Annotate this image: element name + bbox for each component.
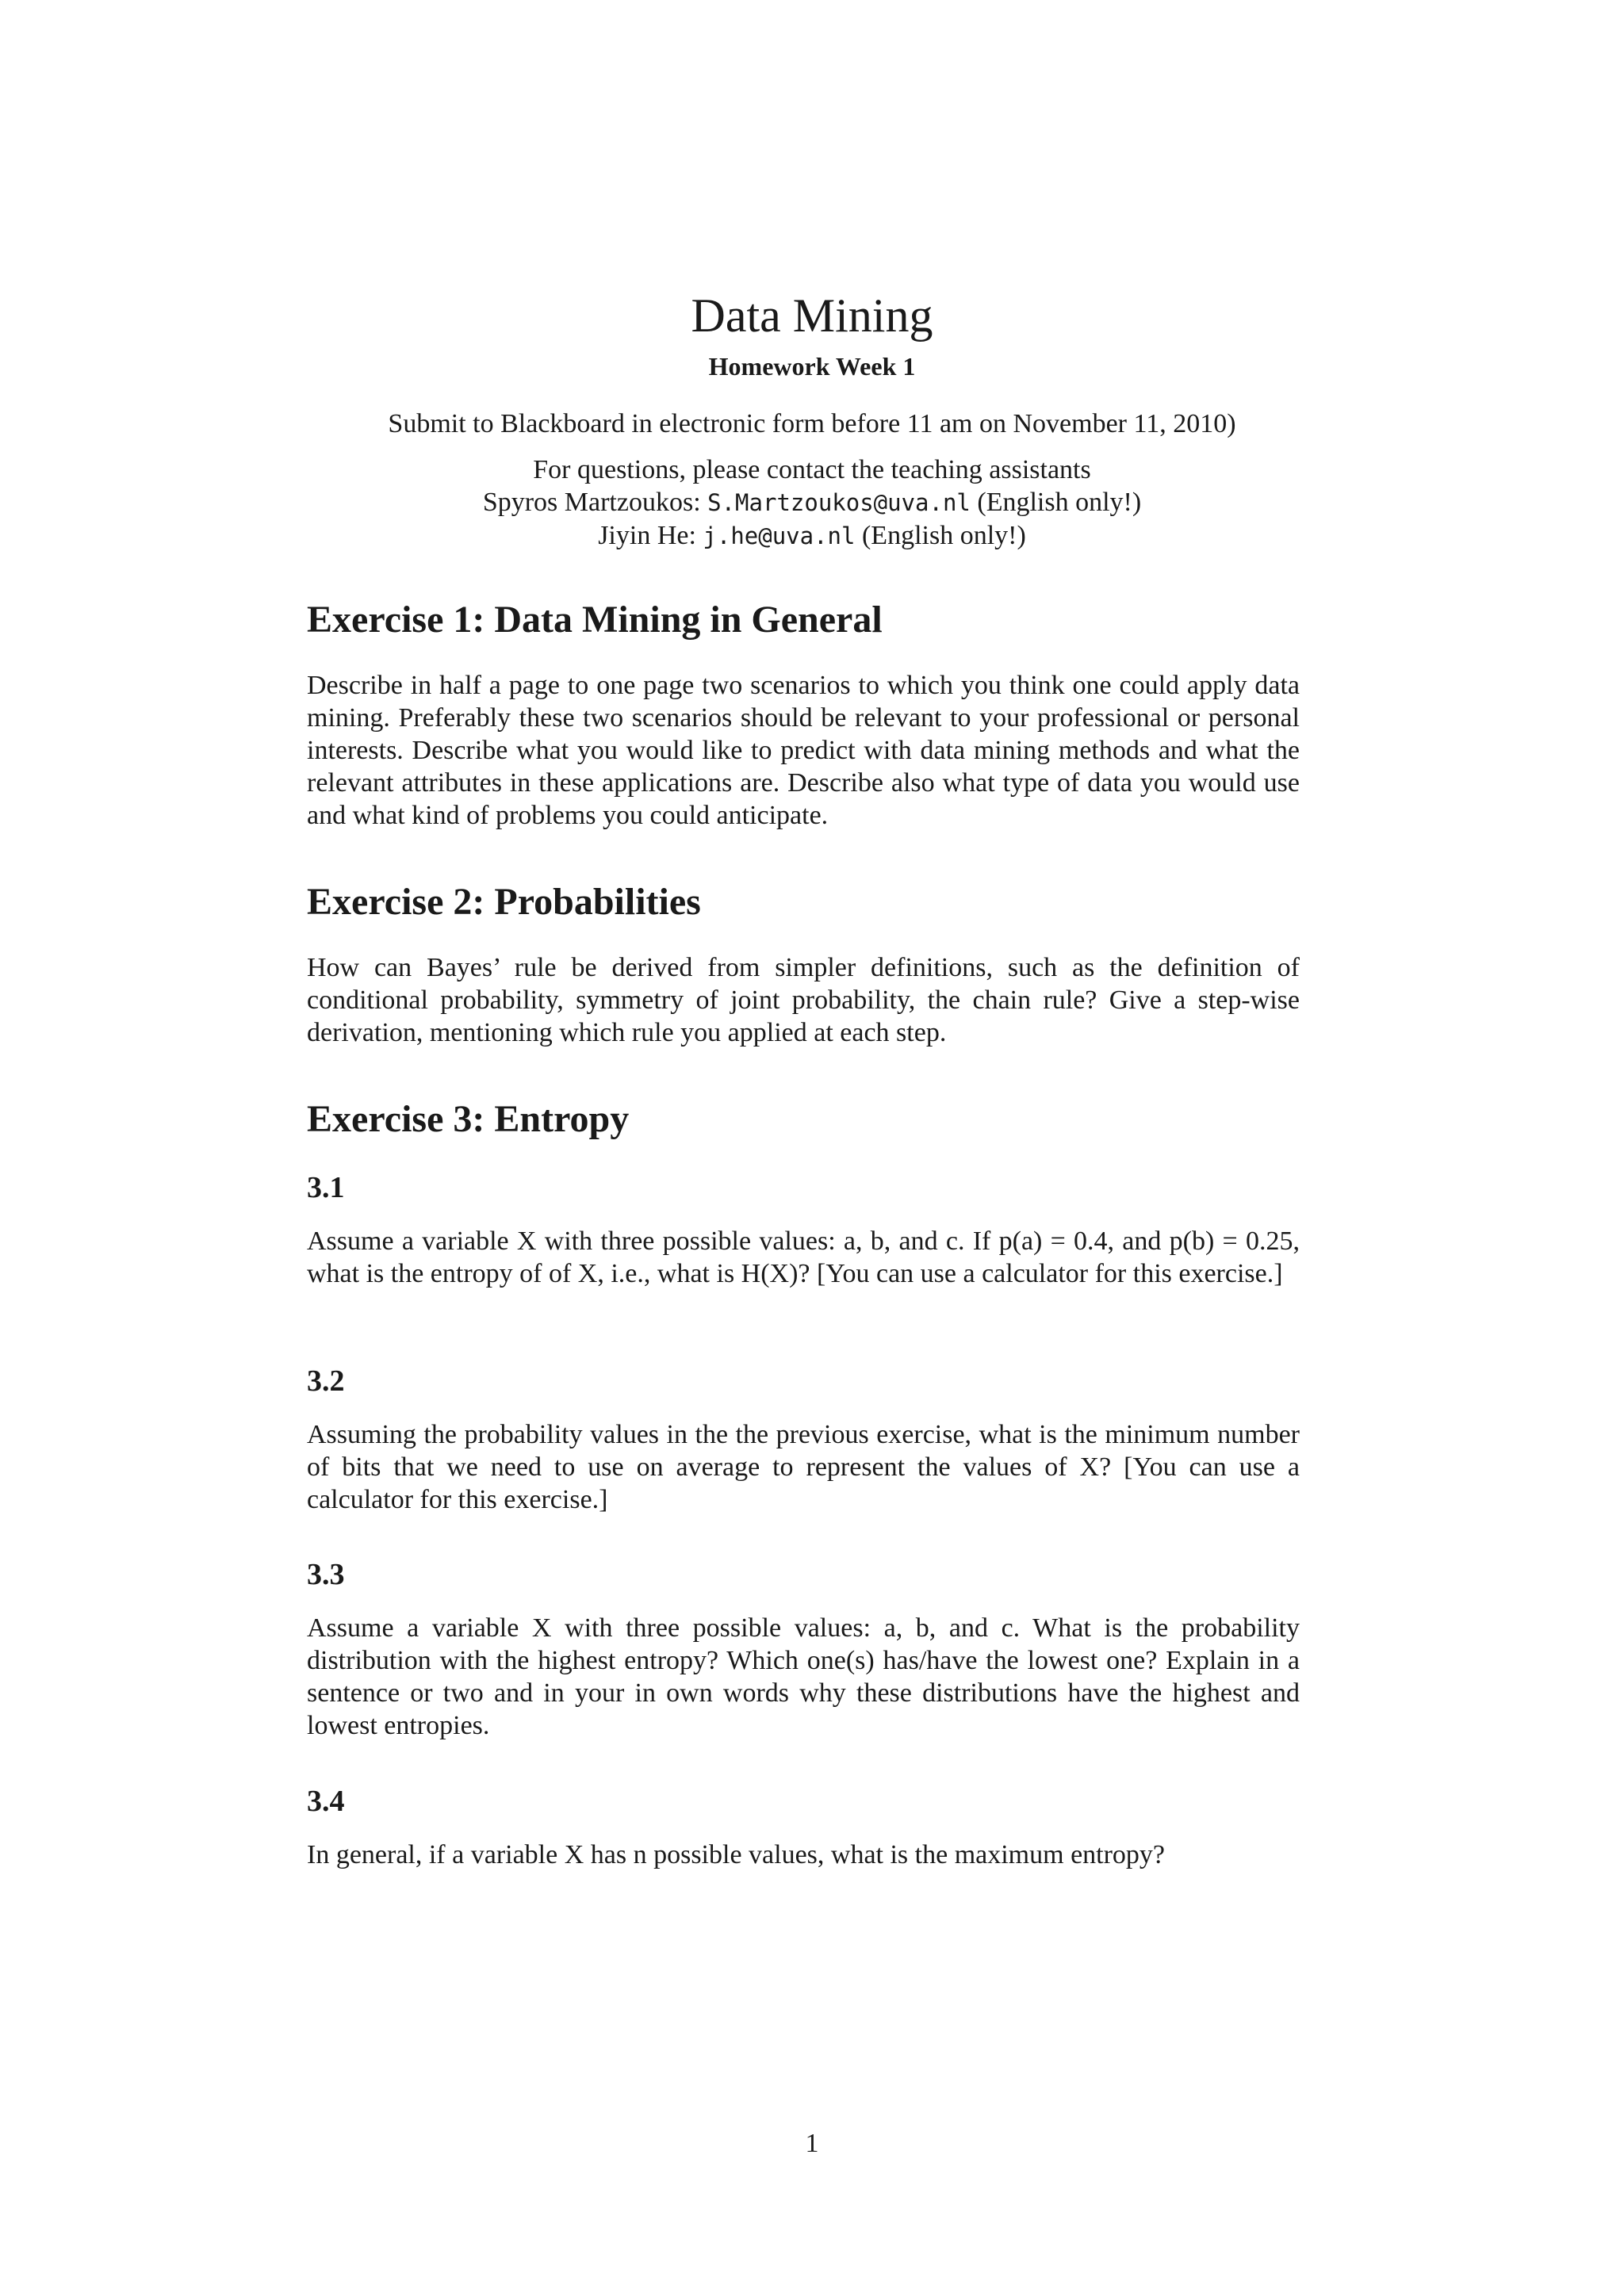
exercise-3-4-text: In general, if a variable X has n possible values, what is the maximum entropy?	[307, 1840, 1166, 1869]
exercise-1-text: Describe in half a page to one page two scenarios to which you think one could apply data mining. Preferably these two scenarios should be relevant to your professional or personal interests. Describe what you would like to predict with data mining methods and what the relevant attributes in these applications are. Describe also what type of data you would use and what kind of problems you could anticipate.	[307, 671, 1300, 830]
contact-line	[0, 519, 1624, 553]
exercise-1-heading: Exercise 1: Data Mining in General	[307, 599, 883, 641]
contact-note: (English only!)	[855, 521, 1026, 550]
contact-line	[0, 486, 1624, 519]
exercise-2-text: How can Bayes’ rule be derived from simpler definitions, such as the definition of conditional probability, symmetry of joint probability, the chain rule? Give a step-wise derivation, mentioning which rule you applied at each step.	[307, 953, 1300, 1047]
contact-block	[0, 453, 1624, 553]
exercise-3-3-heading: 3.3	[307, 1558, 345, 1591]
submission-note: Submit to Blackboard in electronic form before 11 am on November 11, 2010)	[388, 409, 1236, 438]
contact-intro: For questions, please contact the teaching assistants	[533, 455, 1091, 484]
exercise-3-heading: Exercise 3: Entropy	[307, 1098, 630, 1140]
document-subtitle: Homework Week 1	[708, 352, 916, 381]
contact-email: S.Martzoukos@uva.nl	[707, 489, 971, 516]
exercise-3-4-heading: 3.4	[307, 1785, 345, 1818]
page-number: 1	[805, 2129, 819, 2158]
exercise-3-2-text: Assuming the probability values in the the previous exercise, what is the minimum number of bits that we need to use on average to represent the values of X? [You can use a calculator for this exercise.]	[307, 1420, 1300, 1514]
contact-email: j.he@uva.nl	[703, 522, 856, 549]
contact-name: Spyros Martzoukos:	[482, 488, 708, 517]
exercise-3-1-heading: 3.1	[307, 1171, 345, 1204]
exercise-3-2-heading: 3.2	[307, 1364, 345, 1398]
exercise-3-1-text: Assume a variable X with three possible values: a, b, and c. If p(a) = 0.4, and p(b) = 0.25, what is the entropy of of X, i.e., what is H(X)? [You can use a calculator for this exercise.]	[307, 1226, 1300, 1288]
contact-note: (English only!)	[970, 488, 1142, 517]
exercise-3-3-text: Assume a variable X with three possible values: a, b, and c. What is the probability distribution with the highest entropy? Which one(s) has/have the lowest one? Explain in a sentence or two and in your in own words why these distributions have the highest and lowest entropies.	[307, 1613, 1300, 1740]
contact-name: Jiyin He:	[598, 521, 703, 550]
document-title: Data Mining	[691, 289, 933, 342]
exercise-2-heading: Exercise 2: Probabilities	[307, 881, 701, 923]
